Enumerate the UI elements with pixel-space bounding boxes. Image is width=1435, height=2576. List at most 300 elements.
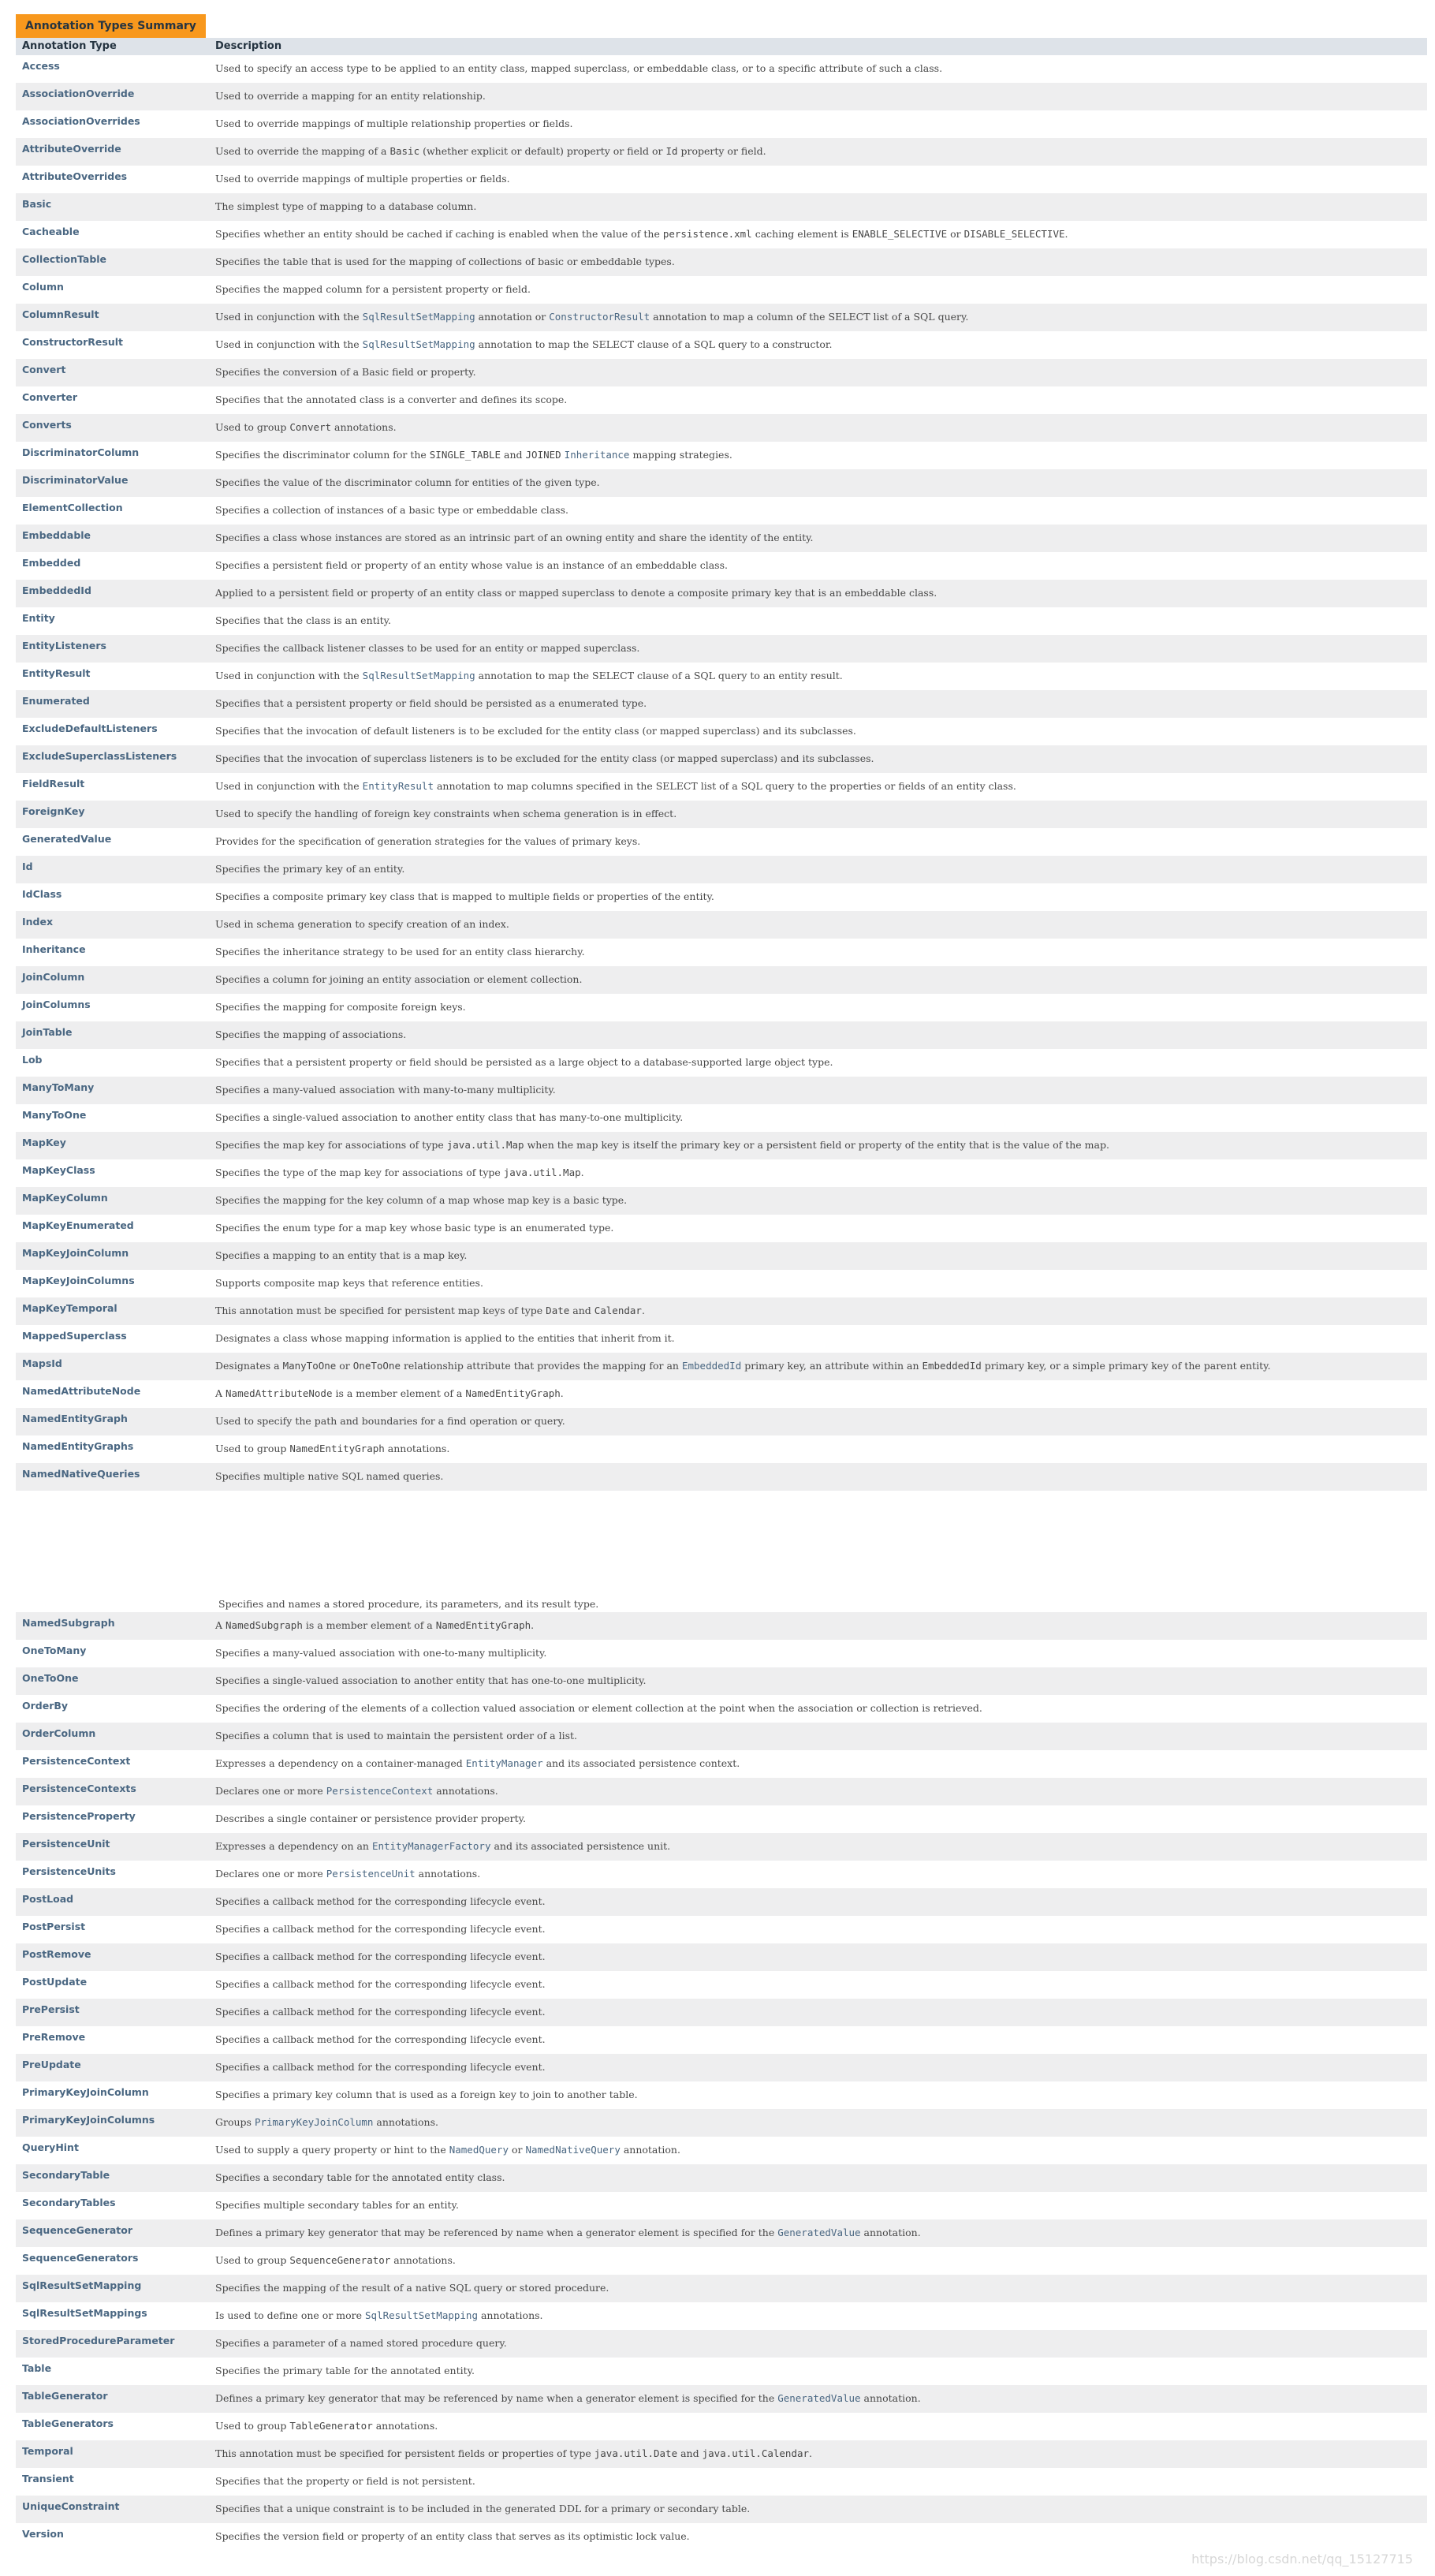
table-row xyxy=(16,55,1427,83)
table-row xyxy=(16,883,1427,911)
annotation-description xyxy=(212,304,1427,323)
annotation-type-link[interactable]: AssociationOverrides xyxy=(22,115,140,127)
table-row xyxy=(16,635,1427,663)
description-text: Defines a primary key generator that may be referenced by name when a generator element is specified for the xyxy=(215,2392,778,2404)
annotation-type-link[interactable]: AttributeOverrides xyxy=(22,170,128,182)
annotation-type-link[interactable]: DiscriminatorColumn xyxy=(22,446,140,458)
code-text: Calendar xyxy=(594,1305,642,1316)
description-text: A xyxy=(215,1387,226,1399)
table-row xyxy=(16,2247,1427,2275)
annotation-type-link[interactable]: NamedAttributeNode xyxy=(22,1385,141,1397)
description-text: . xyxy=(580,1167,584,1178)
annotation-description xyxy=(212,1695,1427,1714)
table-body-bottom xyxy=(16,1612,1427,2551)
code-link[interactable]: GeneratedValue xyxy=(777,2227,861,2238)
description-text: Used to group xyxy=(215,2420,290,2432)
table-row xyxy=(16,911,1427,939)
description-text: Specifies that a persistent property or field should be persisted as a large object to a database-supported large object type. xyxy=(215,1056,833,1068)
annotation-type-link[interactable]: MappedSuperclass xyxy=(22,1330,127,1342)
table-row xyxy=(16,2330,1427,2358)
description-text: Specifies the version field or property of an entity class that serves as its optimistic lock value. xyxy=(215,2530,690,2542)
description-text: Specifies the callback listener classes to be used for an entity or mapped superclass. xyxy=(215,642,640,654)
description-text: Used to override mappings of multiple properties or fields. xyxy=(215,173,510,185)
description-text: and xyxy=(569,1305,594,1316)
table-row xyxy=(16,525,1427,552)
description-text: Supports composite map keys that reference entities. xyxy=(215,1277,483,1289)
code-text: NamedSubgraph xyxy=(226,1619,303,1631)
table-row xyxy=(16,193,1427,221)
code-text: SINGLE_TABLE xyxy=(429,449,501,461)
description-text: Specifies that the invocation of default listeners is to be excluded for the entity class (or mapped superclass) and its subclasses. xyxy=(215,725,856,737)
description-text: This annotation must be specified for persistent map keys of type xyxy=(215,1305,546,1316)
annotation-description xyxy=(212,1999,1427,2018)
annotation-type-link[interactable]: ExcludeDefaultListeners xyxy=(22,722,158,734)
annotation-type-link[interactable]: TableGenerators xyxy=(22,2417,114,2429)
table-row xyxy=(16,2137,1427,2164)
table-row xyxy=(16,1187,1427,1215)
annotation-description xyxy=(212,2054,1427,2073)
code-text: persistence.xml xyxy=(662,228,752,240)
table-row xyxy=(16,138,1427,166)
description-text: Specifies a callback method for the corresponding lifecycle event. xyxy=(215,2061,546,2073)
description-text: Specifies that the invocation of superclass listeners is to be excluded for the entity class (or mapped superclass) and its subclasses. xyxy=(215,752,874,764)
code-link[interactable]: EntityManager xyxy=(465,1757,543,1769)
code-text: Basic xyxy=(390,145,420,157)
description-text: and xyxy=(501,449,526,461)
description-text: Specifies a single-valued association to another entity that has one-to-one multiplicity. xyxy=(215,1674,647,1686)
description-text: Used to specify the handling of foreign key constraints when schema generation is in effect. xyxy=(215,808,677,819)
annotation-description xyxy=(212,138,1427,157)
annotation-type-link[interactable]: EmbeddedId xyxy=(22,584,91,596)
annotation-description xyxy=(212,2219,1427,2238)
code-link[interactable]: SqlResultSetMapping xyxy=(362,338,475,350)
annotation-type-link[interactable]: OneToMany xyxy=(22,1645,87,1656)
annotation-type-link[interactable]: ManyToOne xyxy=(22,1109,87,1121)
annotation-description xyxy=(212,1640,1427,1659)
annotation-type-link[interactable]: Enumerated xyxy=(22,695,90,707)
annotation-type-link[interactable]: PostPersist xyxy=(22,1921,86,1932)
table-row xyxy=(16,2413,1427,2440)
code-link[interactable]: PrimaryKeyJoinColumn xyxy=(254,2116,374,2128)
annotation-type-link[interactable]: Column xyxy=(22,281,64,293)
annotation-description xyxy=(212,1353,1427,1372)
description-text: Specifies a column for joining an entity association or element collection. xyxy=(215,973,583,985)
description-text: . xyxy=(1064,228,1068,240)
annotation-type-link[interactable]: MapKey xyxy=(22,1137,66,1148)
annotation-description xyxy=(212,2413,1427,2432)
table-row xyxy=(16,1750,1427,1778)
annotation-type-link[interactable]: PersistenceContexts xyxy=(22,1783,136,1794)
annotation-type-link[interactable]: MapKeyJoinColumn xyxy=(22,1247,129,1259)
annotation-description xyxy=(212,1104,1427,1123)
annotation-description xyxy=(212,1612,1427,1631)
description-text: Specifies a mapping to an entity that is a map key. xyxy=(215,1249,468,1261)
annotation-type-link[interactable]: SequenceGenerators xyxy=(22,2252,139,2264)
description-text: Specifies the ordering of the elements of a collection valued association or element collection at the point when the association or collection is retrieved. xyxy=(215,1702,982,1714)
annotation-type-link[interactable]: Embedded xyxy=(22,557,81,569)
description-text: and its associated persistence context. xyxy=(542,1757,740,1769)
annotation-type-link[interactable]: PrePersist xyxy=(22,2003,80,2015)
annotation-description xyxy=(212,690,1427,709)
annotation-type-link[interactable]: MapKeyJoinColumns xyxy=(22,1275,135,1286)
annotation-description xyxy=(212,911,1427,930)
annotation-type-link[interactable]: ColumnResult xyxy=(22,308,99,320)
annotation-description xyxy=(212,2385,1427,2404)
annotation-type-link[interactable]: PrimaryKeyJoinColumns xyxy=(22,2114,155,2126)
description-text: Used to override a mapping for an entity relationship. xyxy=(215,90,486,102)
table-row xyxy=(16,1325,1427,1353)
annotation-type-link[interactable]: Temporal xyxy=(22,2445,73,2457)
annotation-type-link[interactable]: StoredProcedureParameter xyxy=(22,2335,175,2346)
description-text: Used to override the mapping of a xyxy=(215,145,390,157)
annotation-type-link[interactable]: ConstructorResult xyxy=(22,336,123,348)
code-link[interactable]: SqlResultSetMapping xyxy=(362,311,475,323)
annotation-type-link[interactable]: GeneratedValue xyxy=(22,833,112,845)
description-text: Used in conjunction with the xyxy=(215,780,363,792)
annotation-type-link[interactable]: Cacheable xyxy=(22,226,80,237)
annotation-type-link[interactable]: NamedNativeQueries xyxy=(22,1468,140,1480)
table-row xyxy=(16,1778,1427,1805)
table-row xyxy=(16,1943,1427,1971)
annotation-type-link[interactable]: PersistenceContext xyxy=(22,1755,131,1767)
table-row xyxy=(16,1021,1427,1049)
table-row xyxy=(16,1612,1427,1640)
description-text: Specifies a persistent field or property of an entity whose value is an instance of an embeddable class. xyxy=(215,559,728,571)
table-caption: Annotation Types Summary xyxy=(16,14,206,38)
annotation-description xyxy=(212,2523,1427,2542)
annotation-type-link[interactable]: SqlResultSetMappings xyxy=(22,2307,147,2319)
code-link[interactable]: SqlResultSetMapping xyxy=(362,670,475,681)
annotation-description xyxy=(212,580,1427,599)
annotation-type-link[interactable]: Embeddable xyxy=(22,529,91,541)
annotation-description xyxy=(212,1242,1427,1261)
annotation-type-link[interactable]: Convert xyxy=(22,364,66,375)
annotation-type-link[interactable]: MapKeyColumn xyxy=(22,1192,108,1204)
table-row xyxy=(16,1435,1427,1463)
description-text: annotations. xyxy=(390,2254,456,2266)
description-text: primary key, an attribute within an xyxy=(741,1360,922,1372)
annotation-description xyxy=(212,1380,1427,1399)
annotation-type-link[interactable]: Index xyxy=(22,916,54,928)
code-link[interactable]: EmbeddedId xyxy=(681,1360,742,1372)
annotation-type-link[interactable]: SequenceGenerator xyxy=(22,2224,133,2236)
description-text: Specifies the table that is used for the mapping of collections of basic or embeddable types. xyxy=(215,256,675,267)
code-text: Id xyxy=(665,145,678,157)
annotation-type-link[interactable]: DiscriminatorValue xyxy=(22,474,129,486)
annotation-type-link[interactable]: PreUpdate xyxy=(22,2059,81,2070)
annotation-description xyxy=(212,469,1427,488)
annotation-description xyxy=(212,1916,1427,1935)
table-row xyxy=(16,1408,1427,1435)
table-row xyxy=(16,497,1427,525)
table-row xyxy=(16,2219,1427,2247)
description-text: relationship attribute that provides the mapping for an xyxy=(400,1360,682,1372)
annotation-description xyxy=(212,1943,1427,1962)
annotation-type-link[interactable]: PostLoad xyxy=(22,1893,74,1905)
watermark: https://blog.csdn.net/qq_15127715 xyxy=(1191,2552,1413,2567)
table-row xyxy=(16,773,1427,801)
annotation-description xyxy=(212,414,1427,433)
description-text: Specifies a callback method for the corresponding lifecycle event. xyxy=(215,1895,546,1907)
annotation-type-link[interactable]: PreRemove xyxy=(22,2031,86,2043)
description-text: Specifies the primary table for the annotated entity. xyxy=(215,2365,475,2376)
table-row xyxy=(16,745,1427,773)
description-text: or xyxy=(336,1360,353,1372)
description-text: Used in schema generation to specify creation of an index. xyxy=(215,918,509,930)
column-header-type: Annotation Type xyxy=(22,40,117,52)
annotation-description xyxy=(212,359,1427,378)
annotation-description xyxy=(212,1463,1427,1482)
annotation-type-link[interactable]: ForeignKey xyxy=(22,805,85,817)
description-text: Specifies that a persistent property or field should be persisted as a enumerated type. xyxy=(215,697,647,709)
code-link[interactable]: NamedQuery xyxy=(449,2144,509,2156)
annotation-description xyxy=(212,883,1427,902)
description-text: Designates a xyxy=(215,1360,283,1372)
annotation-type-link[interactable]: Inheritance xyxy=(22,943,86,955)
code-text: NamedEntityGraph xyxy=(289,1443,385,1454)
annotation-description xyxy=(212,1833,1427,1852)
annotation-description xyxy=(212,1325,1427,1344)
table-row xyxy=(16,2440,1427,2468)
description-text: Is used to define one or more xyxy=(215,2309,365,2321)
table-row xyxy=(16,304,1427,331)
description-text: Specifies a callback method for the corresponding lifecycle event. xyxy=(215,2033,546,2045)
annotation-type-link[interactable]: Version xyxy=(22,2528,64,2540)
annotation-type-link[interactable]: PostUpdate xyxy=(22,1976,88,1988)
description-text: A xyxy=(215,1619,226,1631)
description-text: Used to override mappings of multiple relationship properties or fields. xyxy=(215,118,573,129)
description-text: annotations. xyxy=(331,421,397,433)
description-text: annotation to map the SELECT clause of a SQL query to an entity result. xyxy=(475,670,843,681)
annotation-description xyxy=(212,2164,1427,2183)
annotation-type-link[interactable]: AssociationOverride xyxy=(22,88,135,99)
description-text: Specifies the mapping of the result of a native SQL query or stored procedure. xyxy=(215,2282,609,2294)
annotation-description xyxy=(212,221,1427,240)
annotation-type-link[interactable]: UniqueConstraint xyxy=(22,2500,120,2512)
annotation-description xyxy=(212,1132,1427,1151)
table-row xyxy=(16,856,1427,883)
annotation-type-link[interactable]: Basic xyxy=(22,198,52,210)
description-text: Specifies the mapping for composite foreign keys. xyxy=(215,1001,466,1013)
table-row xyxy=(16,331,1427,359)
code-link[interactable]: Inheritance xyxy=(564,449,630,461)
description-text: Specifies the mapping of associations. xyxy=(215,1029,407,1040)
annotation-description xyxy=(212,773,1427,792)
table-row xyxy=(16,580,1427,607)
code-text: java.util.Calendar xyxy=(702,2447,810,2459)
annotation-type-link[interactable]: Lob xyxy=(22,1054,43,1066)
description-text: annotation to map a column of the SELECT list of a SQL query. xyxy=(650,311,969,323)
table-row xyxy=(16,2192,1427,2219)
annotation-type-link[interactable]: OrderBy xyxy=(22,1700,69,1712)
annotation-type-link[interactable]: NamedSubgraph xyxy=(22,1617,115,1629)
description-text: and xyxy=(677,2447,703,2459)
annotation-type-link[interactable]: TableGenerator xyxy=(22,2390,108,2402)
annotation-description xyxy=(212,83,1427,102)
annotation-description xyxy=(212,552,1427,571)
annotation-description xyxy=(212,248,1427,267)
annotation-type-link[interactable]: Transient xyxy=(22,2473,74,2485)
description-text: Describes a single container or persistence provider property. xyxy=(215,1813,527,1824)
code-link[interactable]: PersistenceContext xyxy=(326,1785,434,1797)
annotation-type-link[interactable]: SecondaryTables xyxy=(22,2197,116,2208)
annotation-type-link[interactable]: OrderColumn xyxy=(22,1727,96,1739)
description-text: annotations. xyxy=(373,2116,438,2128)
annotation-type-link[interactable]: FieldResult xyxy=(22,778,85,790)
annotation-type-link[interactable]: QueryHint xyxy=(22,2141,79,2153)
annotation-type-link[interactable]: Entity xyxy=(22,612,55,624)
table-row xyxy=(16,2054,1427,2081)
annotation-description xyxy=(212,1408,1427,1427)
annotation-type-link[interactable]: JoinColumn xyxy=(22,971,85,983)
annotation-type-link[interactable]: PersistenceUnits xyxy=(22,1865,116,1877)
table-row xyxy=(16,994,1427,1021)
annotation-description xyxy=(212,497,1427,516)
annotation-description xyxy=(212,635,1427,654)
annotation-type-link[interactable]: MapKeyClass xyxy=(22,1164,95,1176)
annotation-type-link[interactable]: JoinTable xyxy=(22,1026,73,1038)
description-text: when the map key is itself the primary key or a persistent field or property of the entity that is the value of the map. xyxy=(524,1139,1109,1151)
table-row xyxy=(16,2385,1427,2413)
code-link[interactable]: ConstructorResult xyxy=(549,311,650,323)
annotation-type-link[interactable]: EntityListeners xyxy=(22,640,106,651)
annotation-type-link[interactable]: Access xyxy=(22,60,60,72)
description-text: Specifies the enum type for a map key whose basic type is an enumerated type. xyxy=(215,1222,614,1234)
table-row xyxy=(16,1380,1427,1408)
description-text: Used to group xyxy=(215,2254,290,2266)
table-row xyxy=(16,1242,1427,1270)
table-row xyxy=(16,1132,1427,1159)
annotation-type-link[interactable]: CollectionTable xyxy=(22,253,107,265)
code-link[interactable]: NamedNativeQuery xyxy=(525,2144,621,2156)
annotation-summary-table-top xyxy=(16,14,1427,1491)
annotation-type-link[interactable]: MapsId xyxy=(22,1357,62,1369)
annotation-summary-table-bottom xyxy=(16,1598,1427,2551)
annotation-type-link[interactable]: Converts xyxy=(22,419,72,431)
description-text: Used to supply a query property or hint to the xyxy=(215,2144,449,2156)
cut-off-row xyxy=(16,1598,1427,1612)
annotation-description xyxy=(212,2468,1427,2487)
table-row xyxy=(16,966,1427,994)
description-text: Specifies a class whose instances are stored as an intrinsic part of an owning entity and share the identity of the entity. xyxy=(215,532,814,543)
description-text: Specifies a many-valued association with one-to-many multiplicity. xyxy=(215,1647,547,1659)
annotation-type-link[interactable]: SqlResultSetMapping xyxy=(22,2279,142,2291)
annotation-type-link[interactable]: ElementCollection xyxy=(22,502,123,513)
annotation-type-link[interactable]: PersistenceUnit xyxy=(22,1838,110,1850)
description-text: Specifies the mapped column for a persistent property or field. xyxy=(215,283,531,295)
description-text: . xyxy=(531,1619,535,1631)
annotation-type-link[interactable]: Converter xyxy=(22,391,78,403)
description-text: Specifies the type of the map key for associations of type xyxy=(215,1167,504,1178)
annotation-description xyxy=(212,1187,1427,1206)
annotation-description xyxy=(212,1270,1427,1289)
code-link[interactable]: EntityManagerFactory xyxy=(371,1840,491,1852)
annotation-type-link[interactable]: PostRemove xyxy=(22,1948,91,1960)
annotation-type-link[interactable]: EntityResult xyxy=(22,667,91,679)
description-text: Specifies that a unique constraint is to be included in the generated DDL for a primary or secondary table. xyxy=(215,2503,751,2514)
annotation-description xyxy=(212,718,1427,737)
annotation-description xyxy=(212,1888,1427,1907)
annotation-type-link[interactable]: PersistenceProperty xyxy=(22,1810,136,1822)
description-text: Provides for the specification of generation strategies for the values of primary keys. xyxy=(215,835,641,847)
description-text: Specifies a callback method for the corresponding lifecycle event. xyxy=(215,1951,546,1962)
table-row xyxy=(16,1971,1427,1999)
description-text: annotations. xyxy=(372,2420,438,2432)
annotation-type-link[interactable]: ExcludeSuperclassListeners xyxy=(22,750,177,762)
description-text: annotations. xyxy=(415,1868,481,1880)
description-text: Used to specify the path and boundaries for a find operation or query. xyxy=(215,1415,565,1427)
code-text: EmbeddedId xyxy=(922,1360,982,1372)
table-row xyxy=(16,801,1427,828)
description-text: Specifies the inheritance strategy to be used for an entity class hierarchy. xyxy=(215,946,585,958)
annotation-type-link[interactable]: NamedEntityGraph xyxy=(22,1413,128,1424)
annotation-description xyxy=(212,966,1427,985)
code-link[interactable]: GeneratedValue xyxy=(777,2392,861,2404)
description-text: Specifies that the annotated class is a converter and defines its scope. xyxy=(215,394,568,405)
code-link[interactable]: EntityResult xyxy=(362,780,434,792)
description-text: Groups xyxy=(215,2116,255,2128)
annotation-description xyxy=(212,2109,1427,2128)
description-text: mapping strategies. xyxy=(629,449,732,461)
table-row xyxy=(16,1353,1427,1380)
description-text: Specifies a collection of instances of a basic type or embeddable class. xyxy=(215,504,568,516)
annotation-type-link[interactable]: PrimaryKeyJoinColumn xyxy=(22,2086,149,2098)
annotation-description xyxy=(212,1723,1427,1742)
table-row xyxy=(16,1999,1427,2026)
annotation-description xyxy=(212,2496,1427,2514)
table-row xyxy=(16,939,1427,966)
annotation-type-link[interactable]: Id xyxy=(22,861,33,872)
annotation-type-link[interactable]: IdClass xyxy=(22,888,62,900)
table-row xyxy=(16,1888,1427,1916)
annotation-type-link[interactable]: OneToOne xyxy=(22,1672,79,1684)
annotation-description xyxy=(212,828,1427,847)
description-text: and its associated persistence unit. xyxy=(490,1840,671,1852)
table-row xyxy=(16,2109,1427,2137)
description-text: Specifies a primary key column that is used as a foreign key to join to another table. xyxy=(215,2089,638,2100)
description-text: Specifies a composite primary key class that is mapped to multiple fields or properties of the entity. xyxy=(215,890,714,902)
table-row xyxy=(16,1049,1427,1077)
description-text: Specifies a callback method for the corresponding lifecycle event. xyxy=(215,1923,546,1935)
description-text: Specifies a column that is used to maintain the persistent order of a list. xyxy=(215,1730,578,1742)
cut-off-row-description: Specifies and names a stored procedure, its parameters, and its result type. xyxy=(218,1598,599,1610)
annotation-description xyxy=(212,2275,1427,2294)
code-link[interactable]: PersistenceUnit xyxy=(326,1868,416,1880)
annotation-description xyxy=(212,1215,1427,1234)
description-text: Declares one or more xyxy=(215,1868,326,1880)
table-row xyxy=(16,1077,1427,1104)
annotation-type-link[interactable]: SecondaryTable xyxy=(22,2169,110,2181)
table-row xyxy=(16,690,1427,718)
annotation-type-link[interactable]: ManyToMany xyxy=(22,1081,95,1093)
annotation-type-link[interactable]: AttributeOverride xyxy=(22,143,121,155)
description-text: Declares one or more xyxy=(215,1785,326,1797)
annotation-type-link[interactable]: NamedEntityGraphs xyxy=(22,1440,134,1452)
description-text: caching element is xyxy=(751,228,852,240)
description-text: Used in conjunction with the xyxy=(215,338,363,350)
table-row xyxy=(16,718,1427,745)
description-text: Specifies that the class is an entity. xyxy=(215,614,392,626)
code-text: TableGenerator xyxy=(289,2420,373,2432)
annotation-type-link[interactable]: JoinColumns xyxy=(22,999,91,1010)
description-text: property or field. xyxy=(677,145,766,157)
annotation-type-link[interactable]: MapKeyEnumerated xyxy=(22,1219,134,1231)
description-text: Expresses a dependency on an xyxy=(215,1840,372,1852)
code-link[interactable]: SqlResultSetMapping xyxy=(365,2309,478,2321)
annotation-type-link[interactable]: Table xyxy=(22,2362,52,2374)
annotation-type-link[interactable]: MapKeyTemporal xyxy=(22,1302,117,1314)
description-text: annotation or xyxy=(475,311,550,323)
